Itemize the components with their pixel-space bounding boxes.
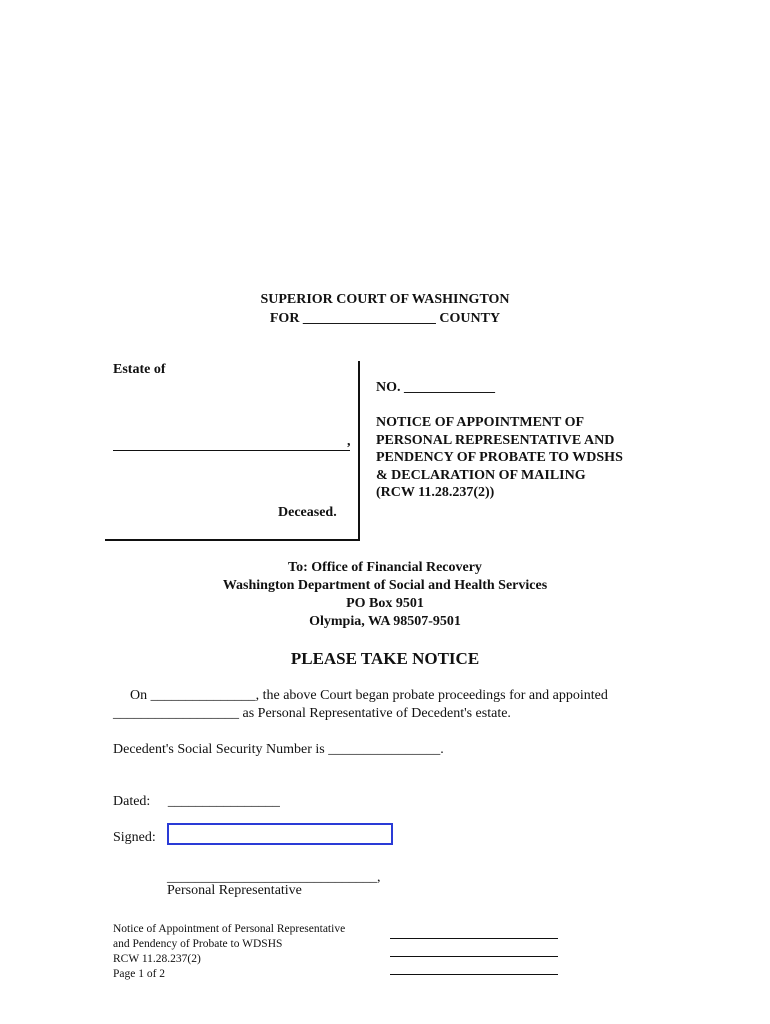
footer-blank-line-1 xyxy=(390,938,558,939)
footer-line: Notice of Appointment of Personal Representative xyxy=(113,923,346,935)
appointment-line-1: On _______________, the above Court began probate proceedings for and appointed xyxy=(130,688,608,703)
dated-label: Dated: xyxy=(113,794,151,809)
caption-divider-vertical xyxy=(358,361,360,541)
appointment-paragraph xyxy=(113,687,673,723)
recipient-po-box: PO Box 9501 xyxy=(346,596,424,611)
signed-label: Signed: xyxy=(113,830,156,845)
document-title xyxy=(376,414,676,502)
dated-blank[interactable]: ________________ xyxy=(167,794,280,809)
recipient-address xyxy=(0,559,770,631)
case-number: NO. _____________ xyxy=(376,380,495,395)
court-heading xyxy=(0,290,770,328)
footer-blank-line-2 xyxy=(390,956,558,957)
appointment-line-2: __________________ as Personal Representative of Decedent's estate. xyxy=(113,706,511,721)
court-name: SUPERIOR COURT OF WASHINGTON xyxy=(260,292,510,307)
caption-divider-horizontal xyxy=(105,539,360,541)
estate-of-label: Estate of xyxy=(113,362,166,377)
page-footer xyxy=(113,922,383,982)
title-line: & DECLARATION OF MAILING xyxy=(376,467,586,483)
ssn-paragraph: Decedent's Social Security Number is ________________. xyxy=(113,742,444,757)
footer-line: and Pendency of Probate to WDSHS xyxy=(113,938,283,950)
recipient-city: Olympia, WA 98507-9501 xyxy=(309,614,461,629)
dated-row xyxy=(113,794,280,810)
title-line: NOTICE OF APPOINTMENT OF xyxy=(376,415,585,430)
decedent-name-blank[interactable] xyxy=(113,436,350,451)
title-line: PERSONAL REPRESENTATIVE AND xyxy=(376,432,615,448)
signature-field[interactable] xyxy=(167,823,393,845)
footer-line: RCW 11.28.237(2) xyxy=(113,953,201,965)
deceased-label: Deceased. xyxy=(278,505,337,520)
footer-blank-line-3 xyxy=(390,974,558,975)
recipient-to: To: Office of Financial Recovery xyxy=(288,560,482,575)
title-line: (RCW 11.28.237(2)) xyxy=(376,485,495,500)
notice-heading: PLEASE TAKE NOTICE xyxy=(290,649,480,668)
page-number: Page 1 of 2 xyxy=(113,968,166,980)
title-line: PENDENCY OF PROBATE TO WDSHS xyxy=(376,450,623,465)
personal-representative-label: Personal Representative xyxy=(167,883,302,898)
signature-line: ______________________________, xyxy=(167,870,381,885)
decedent-comma: , xyxy=(347,434,351,449)
recipient-agency: Washington Department of Social and Health Services xyxy=(222,578,548,593)
county-line: FOR ___________________ COUNTY xyxy=(269,311,501,326)
